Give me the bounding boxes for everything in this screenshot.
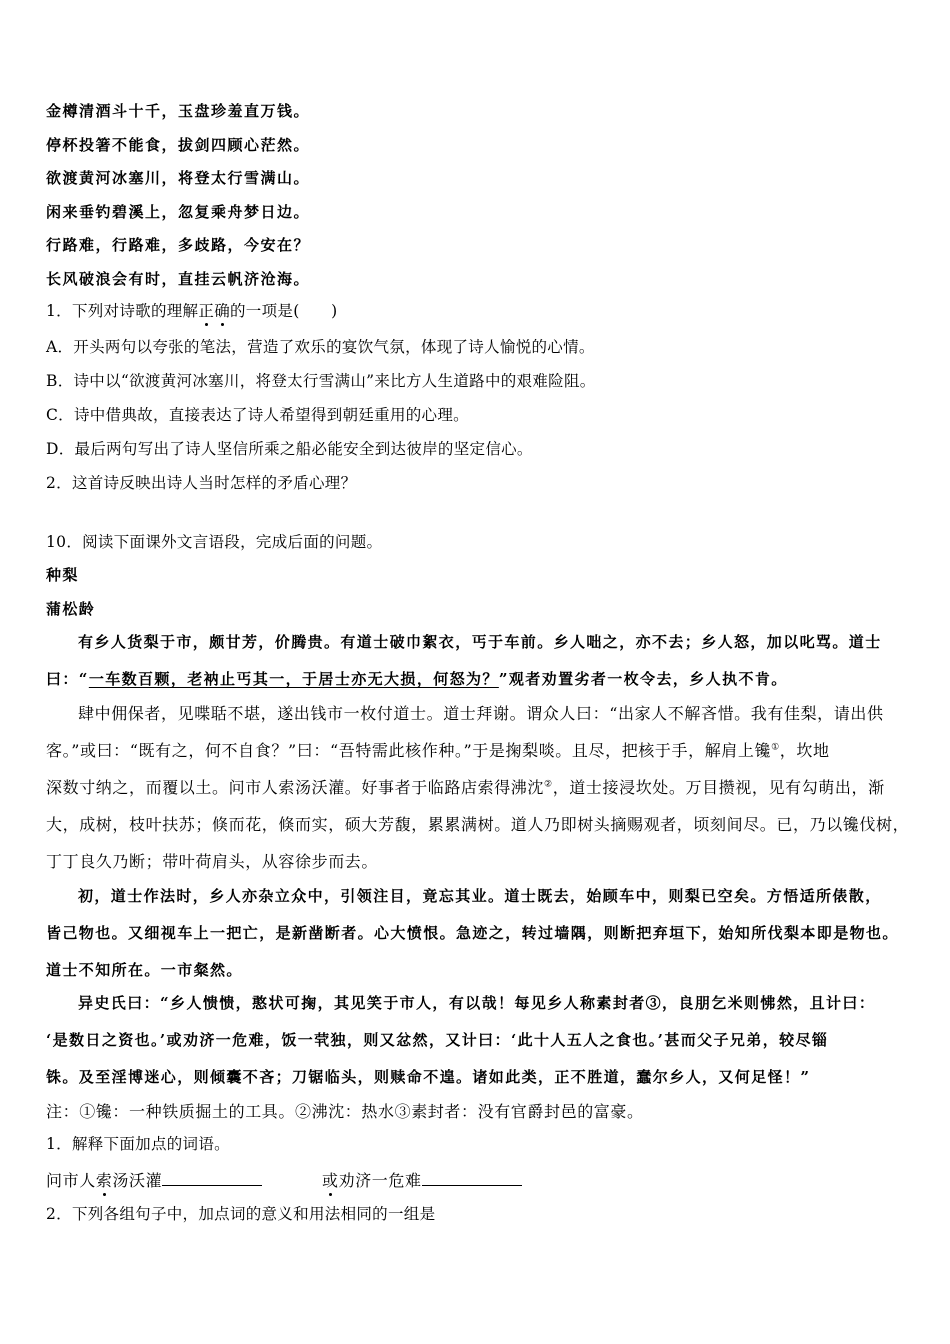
passage-p2-line-2: 客。”或曰：“既有之，何不自食？”曰：“吾特需此核作种。”于是掬梨啖。且尽，把核于手，解肩上镵①，坎地 xyxy=(46,741,830,760)
sub-question-1: 1．解释下面加点的词语。 xyxy=(46,1135,230,1153)
poem-line-2: 停杯投箸不能食，拔剑四顾心茫然。 xyxy=(46,136,311,154)
passage-author: 蒲松龄 xyxy=(46,600,96,618)
passage-p2-line-1: 肆中佣保者，见喋聒不堪，遂出钱市一枚付道士。道士拜谢。谓众人曰：“出家人不解吝惜。我有佳梨，请出供 xyxy=(78,704,884,723)
passage-p4-line-2: ‘是数日之资也。’或劝济一危难，饭一茕独，则又忿然，又计曰：‘此十人五人之食也。’甚而父子兄弟，较尽锱 xyxy=(46,1031,829,1049)
question-2: 2．这首诗反映出诗人当时怎样的矛盾心理？ xyxy=(46,474,357,492)
passage-p3-line-1: 初，道士作法时，乡人亦杂立众中，引领注目，竟忘其业。道士既去，始顾车中，则梨已空矣。方悟适所俵散， xyxy=(78,887,882,905)
question-1-stem: 1．下列对诗歌的理解正确的一项是( ) xyxy=(46,302,338,320)
passage-title: 种梨 xyxy=(46,566,79,584)
emphasis-dot-char: 正 xyxy=(198,302,215,320)
passage-p2-line-3: 深数寸纳之，而覆以土。问市人索汤沃灌。好事者于临路店索得沸沈②，道士接浸坎处。万目攒视，见有勾萌出，渐 xyxy=(46,778,885,797)
option-b: B．诗中以“欲渡黄河冰塞川，将登太行雪满山”来比方人生道路中的艰难险阻。 xyxy=(46,372,596,390)
answer-blank-2[interactable] xyxy=(422,1171,522,1186)
question-10-intro: 10．阅读下面课外文言语段，完成后面的问题。 xyxy=(46,533,383,551)
underlined-sentence: 一车数百颗，老衲止丐其一，于居士亦无大损，何怒为？ xyxy=(88,670,499,688)
option-d: D．最后两句写出了诗人坚信所乘之船必能安全到达彼岸的坚定信心。 xyxy=(46,440,533,458)
fill-blank-row: 问市人索汤沃灌 xyxy=(46,1171,262,1189)
footnote-marker: ② xyxy=(544,779,553,790)
option-c: C．诗中借典故，直接表达了诗人希望得到朝廷重用的心理。 xyxy=(46,406,469,424)
poem-line-3: 欲渡黄河冰塞川，将登太行雪满山。 xyxy=(46,169,311,187)
passage-p4-line-3: 铢。及至淫博迷心，则倾囊不吝；刀锯临头，则赎命不遑。诸如此类，正不胜道，蠢尔乡人，又何足怪！” xyxy=(46,1068,811,1086)
answer-blank-1[interactable] xyxy=(162,1171,262,1186)
passage-p4-line-1: 异史氏曰：“乡人愦愦，憨状可掬，其见笑于市人，有以哉！每见乡人称素封者③，良朋乞米则怫然，且计曰： xyxy=(78,994,876,1012)
poem-line-6: 长风破浪会有时，直挂云帆济沧海。 xyxy=(46,270,311,288)
fill-blank-row-2: 或劝济一危难 xyxy=(322,1171,522,1189)
poem-line-5: 行路难，行路难，多歧路，今安在？ xyxy=(46,236,311,254)
option-a: A．开头两句以夸张的笔法，营造了欢乐的宴饮气氛，体现了诗人愉悦的心情。 xyxy=(46,338,595,356)
sub-question-2: 2．下列各组句子中，加点词的意义和用法相同的一组是 xyxy=(46,1205,436,1223)
footnote: 注：①镵：一种铁质掘土的工具。②沸沈：热水③素封者：没有官爵封邑的富豪。 xyxy=(46,1102,644,1121)
poem-line-4: 闲来垂钓碧溪上，忽复乘舟梦日边。 xyxy=(46,203,311,221)
emphasis-dot-char: 索 xyxy=(95,1171,113,1190)
poem-line-1: 金樽清酒斗十千，玉盘珍羞直万钱。 xyxy=(46,102,311,120)
passage-p1-line-2: 曰：“一车数百颗，老衲止丐其一，于居士亦无大损，何怒为？”观者劝置劣者一枚令去，乡人执不肯。 xyxy=(46,670,788,688)
footnote-marker: ① xyxy=(771,742,780,753)
passage-p3-line-3: 道士不知所在。一市粲然。 xyxy=(46,961,243,979)
passage-p2-line-4: 大，成树，枝叶扶苏；倏而花，倏而实，硕大芳馥，累累满树。道人乃即树头摘赐观者，顷刻间尽。已，乃以镵伐树， xyxy=(46,815,910,834)
passage-p3-line-2: 皆己物也。又细视车上一把亡，是新凿断者。心大愤恨。急迹之，转过墙隅，则断把弃垣下，始知所伐梨本即是物也。 xyxy=(46,924,899,942)
passage-p2-line-5: 丁丁良久乃断；带叶荷肩头，从容徐步而去。 xyxy=(46,852,379,871)
passage-p1-line-1: 有乡人货梨于市，颇甘芳，价腾贵。有道士破巾絮衣，丐于车前。乡人咄之，亦不去；乡人怒，加以叱骂。道士 xyxy=(78,633,882,651)
emphasis-dot-char: 确 xyxy=(214,302,230,320)
emphasis-dot-char: 或 xyxy=(322,1171,339,1190)
